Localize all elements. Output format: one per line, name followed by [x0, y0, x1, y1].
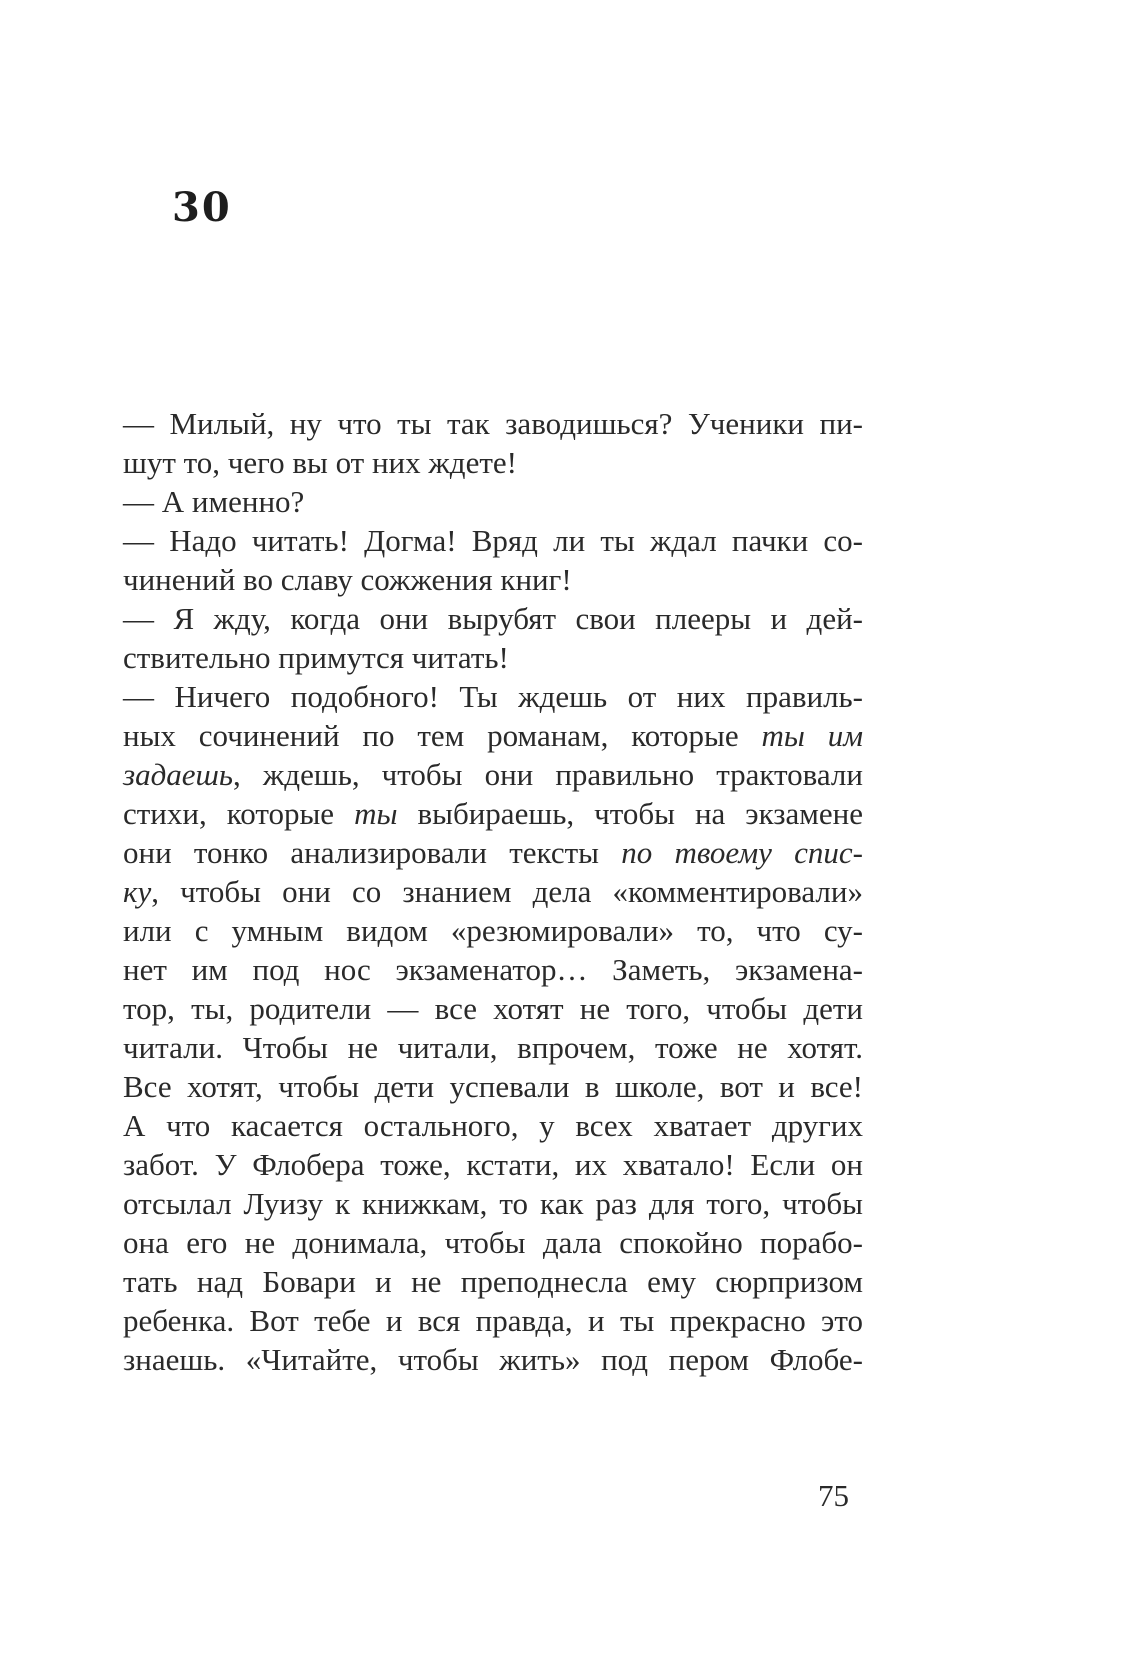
text-segment: А что касается остального, у всех хватает других: [123, 1108, 863, 1143]
text-segment: стихи, которые: [123, 796, 355, 831]
text-line: [123, 1106, 863, 1145]
text-line: [123, 1028, 863, 1067]
text-segment: нет им под нос экзаменатор… Заметь, экзамена-: [123, 952, 863, 987]
text-segment: отсылал Луизу к книжкам, то как раз для того, чтобы: [123, 1186, 863, 1221]
text-line: [123, 755, 863, 794]
text-segment: она его не донимала, чтобы дала спокойно порабо-: [123, 1225, 863, 1260]
italic-text: по твоему спис-: [621, 835, 863, 870]
text-line: [123, 716, 863, 755]
text-line: [123, 482, 863, 521]
page-number: 75: [818, 1478, 849, 1513]
chapter-number: 30: [172, 184, 232, 231]
text-segment: или с умным видом «резюмировали» то, что су-: [123, 913, 863, 948]
text-line: [123, 521, 863, 560]
text-segment: ствительно примутся читать!: [123, 640, 509, 675]
italic-text: ты им: [761, 718, 863, 753]
text-segment: — Я жду, когда они вырубят свои плееры и дей-: [123, 601, 863, 636]
text-line: [123, 1145, 863, 1184]
text-segment: — Милый, ну что ты так заводишься? Ученики пи-: [123, 406, 863, 441]
text-segment: они тонко анализировали тексты: [123, 835, 622, 870]
text-segment: — Ничего подобного! Ты ждешь от них правиль-: [123, 679, 863, 714]
text-segment: Все хотят, чтобы дети успевали в школе, вот и все!: [123, 1069, 863, 1104]
text-segment: ребенка. Вот тебе и вся правда, и ты прекрасно это: [123, 1303, 863, 1338]
text-segment: знаешь. «Читайте, чтобы жить» под пером Флобе-: [123, 1342, 863, 1377]
text-line: [123, 443, 863, 482]
text-line: [123, 404, 863, 443]
text-segment: ных сочинений по тем романам, которые: [123, 718, 762, 753]
text-line: [123, 950, 863, 989]
text-segment: читали. Чтобы не читали, впрочем, тоже не хотят.: [123, 1030, 863, 1065]
text-line: [123, 1184, 863, 1223]
text-segment: , ждешь, чтобы они правильно трактовали: [233, 757, 863, 792]
text-segment: тор, ты, родители — все хотят не того, чтобы дети: [123, 991, 863, 1026]
text-line: [123, 1340, 863, 1379]
text-line: [123, 560, 863, 599]
text-line: [123, 677, 863, 716]
text-line: [123, 1223, 863, 1262]
body-text: [123, 404, 863, 1379]
text-segment: тать над Бовари и не преподнесла ему сюрпризом: [123, 1264, 863, 1299]
text-line: [123, 911, 863, 950]
text-segment: — Надо читать! Догма! Вряд ли ты ждал пачки со-: [123, 523, 863, 558]
text-line: [123, 638, 863, 677]
text-segment: — А именно?: [123, 484, 305, 519]
text-line: [123, 1262, 863, 1301]
text-line: [123, 1067, 863, 1106]
text-line: [123, 794, 863, 833]
italic-text: ку: [123, 874, 152, 909]
text-line: [123, 872, 863, 911]
text-segment: шут то, чего вы от них ждете!: [123, 445, 517, 480]
text-line: [123, 599, 863, 638]
text-segment: выбираешь, чтобы на экзамене: [397, 796, 863, 831]
text-segment: забот. У Флобера тоже, кстати, их хватало! Если он: [123, 1147, 863, 1182]
text-line: [123, 989, 863, 1028]
italic-text: ты: [354, 796, 398, 831]
italic-text: задаешь: [123, 757, 234, 792]
text-line: [123, 833, 863, 872]
text-line: [123, 1301, 863, 1340]
text-segment: чинений во славу сожжения книг!: [123, 562, 572, 597]
text-segment: , чтобы они со знанием дела «комментировали»: [151, 874, 863, 909]
